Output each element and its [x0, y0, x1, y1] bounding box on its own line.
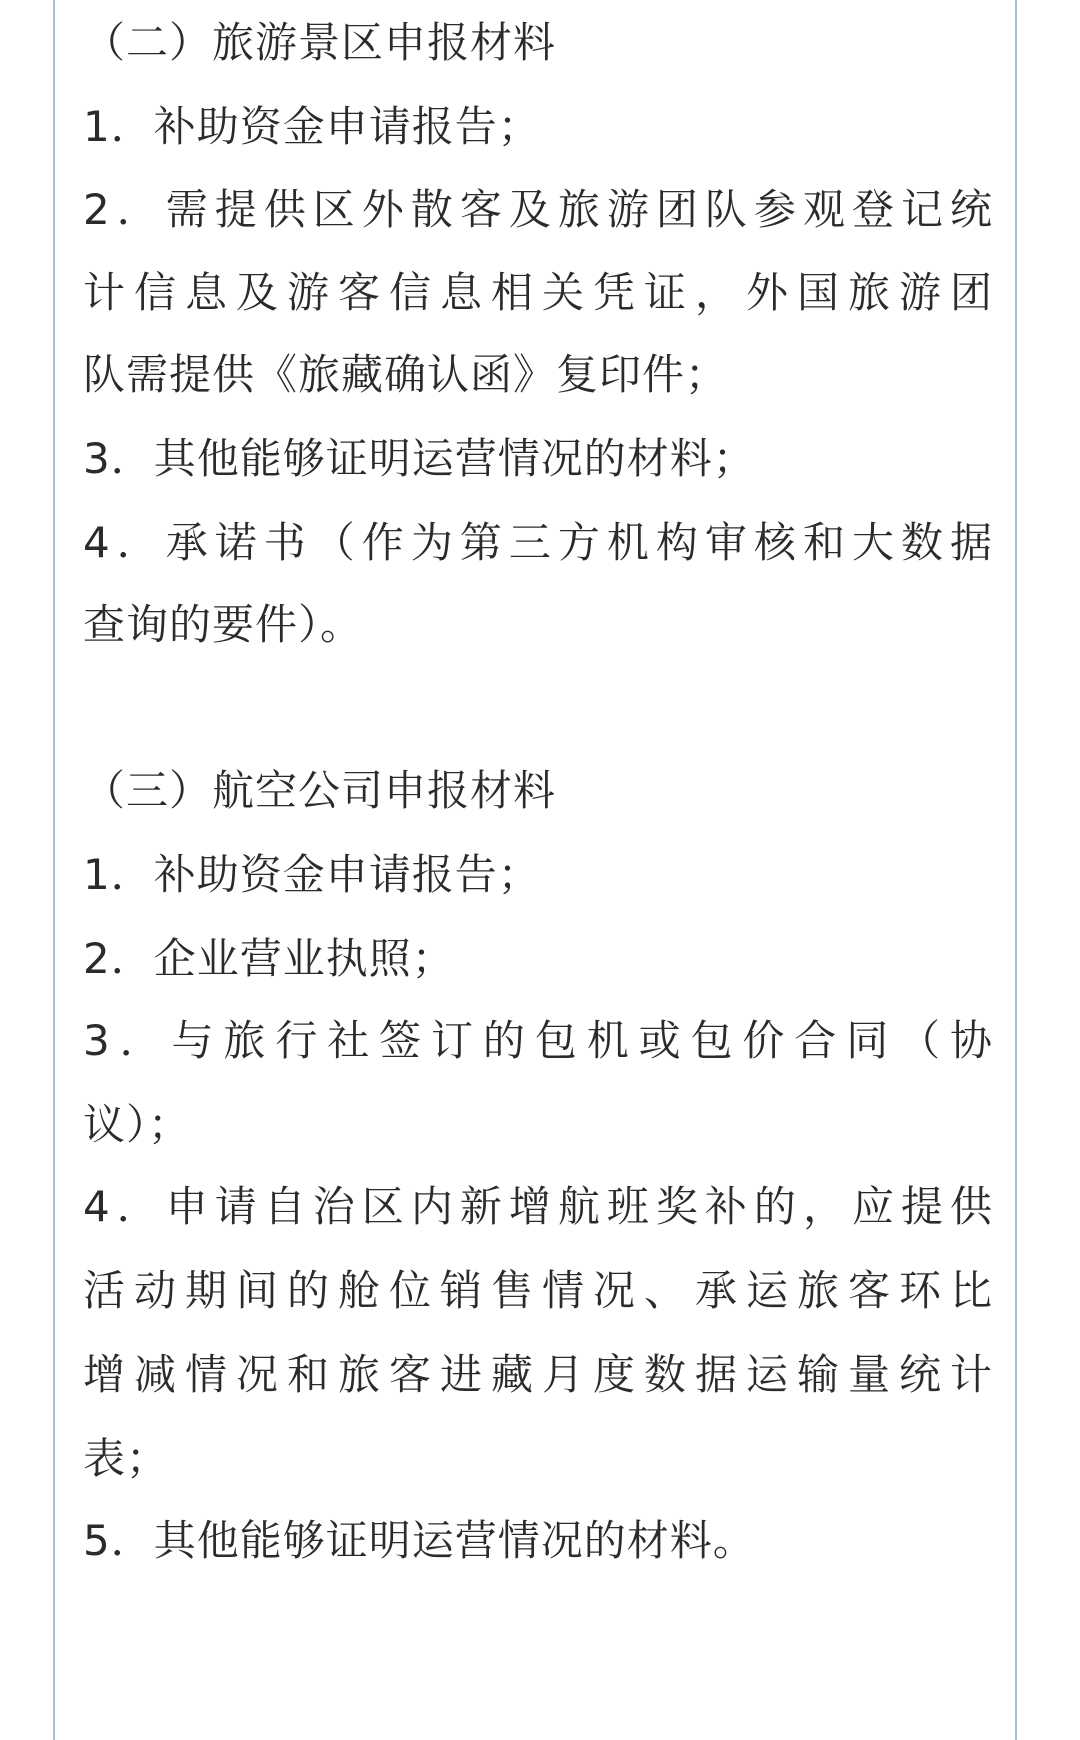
list-item: 1．补助资金申请报告； — [83, 102, 541, 151]
list-item: 5．其他能够证明运营情况的材料。 — [83, 1516, 756, 1565]
list-item: 3．其他能够证明运营情况的材料； — [83, 434, 756, 483]
list-item-continuation: 表； — [83, 1434, 170, 1483]
list-item-continuation: 计信息及游客信息相关凭证，外国旅游团 — [83, 268, 993, 317]
list-item: 1．补助资金申请报告； — [83, 850, 541, 899]
list-item-continuation: 增减情况和旅客进藏月度数据运输量统计 — [83, 1350, 993, 1399]
section-heading: （二）旅游景区申报材料 — [83, 18, 557, 67]
list-item-continuation: 队需提供《旅藏确认函》复印件； — [83, 350, 729, 399]
list-item: 2．需提供区外散客及旅游团队参观登记统 — [83, 185, 993, 234]
list-item: 4．申请自治区内新增航班奖补的，应提供 — [83, 1182, 993, 1231]
list-item: 4．承诺书（作为第三方机构审核和大数据 — [83, 518, 993, 567]
list-item-continuation: 活动期间的舱位销售情况、承运旅客环比 — [83, 1266, 993, 1315]
list-item-continuation: 查询的要件）。 — [83, 600, 364, 649]
list-item: 2．企业营业执照； — [83, 934, 455, 983]
section-heading: （三）航空公司申报材料 — [83, 766, 557, 815]
list-item-continuation: 议）； — [83, 1100, 192, 1149]
list-item: 3．与旅行社签订的包机或包价合同（协 — [83, 1016, 993, 1065]
